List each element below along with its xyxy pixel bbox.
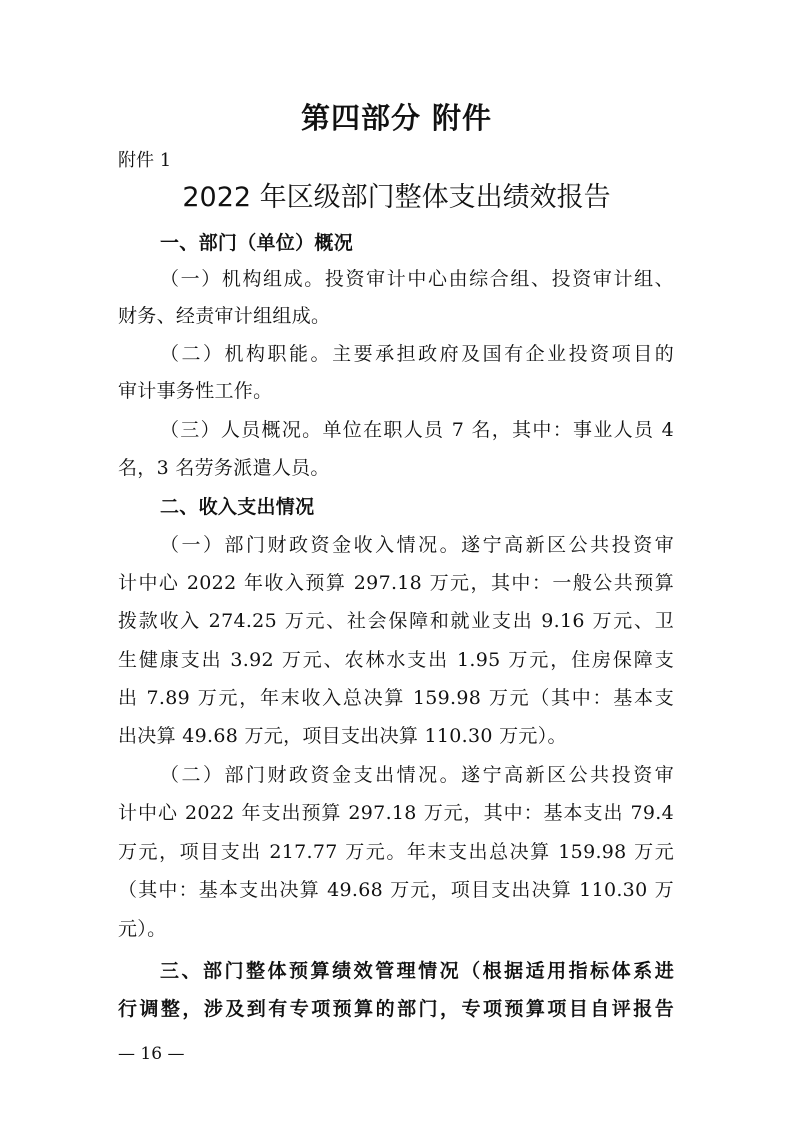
paragraph-line: （二）机构职能。主要承担政府及国有企业投资项目的 — [160, 343, 674, 365]
paragraph-line: 生健康支出 3.92 万元、农林水支出 1.95 万元，住房保障支 — [118, 649, 674, 671]
section-heading-income-expenditure: 二、收入支出情况 — [160, 496, 315, 518]
page-title: 第四部分 附件 — [300, 101, 493, 135]
paragraph-line: 出决算 49.68 万元，项目支出决算 110.30 万元）。 — [118, 725, 567, 747]
page-number: — 16 — — [118, 1044, 185, 1064]
attachment-label: 附件 1 — [118, 150, 172, 171]
paragraph-line: 名，3 名劳务派遣人员。 — [118, 457, 330, 479]
paragraph-line: 计中心 2022 年支出预算 297.18 万元，其中：基本支出 79.4 — [118, 802, 674, 824]
paragraph-line: 审计事务性工作。 — [118, 380, 273, 402]
paragraph-line: 元）。 — [118, 918, 167, 940]
section-heading-performance: 三、部门整体预算绩效管理情况（根据适用指标体系进 — [160, 960, 674, 982]
paragraph-line: 财务、经责审计组组成。 — [118, 305, 331, 327]
paragraph-line: 拨款收入 274.25 万元、社会保障和就业支出 9.16 万元、卫 — [118, 610, 674, 632]
section-heading-overview: 一、部门（单位）概况 — [160, 232, 354, 254]
paragraph-line: （其中：基本支出决算 49.68 万元，项目支出决算 110.30 万 — [118, 879, 674, 901]
paragraph-line: （一）机构组成。投资审计中心由综合组、投资审计组、 — [160, 268, 674, 290]
paragraph-line: 万元，项目支出 217.77 万元。年末支出总决算 159.98 万元 — [118, 841, 674, 863]
paragraph-line: （三）人员概况。单位在职人员 7 名，其中：事业人员 4 — [160, 419, 674, 441]
paragraph-line: （一）部门财政资金收入情况。遂宁高新区公共投资审 — [160, 534, 674, 556]
report-title: 2022 年区级部门整体支出绩效报告 — [182, 182, 611, 213]
paragraph-line: 行调整，涉及到有专项预算的部门，专项预算项目自评报告 — [118, 998, 674, 1020]
paragraph-line: （二）部门财政资金支出情况。遂宁高新区公共投资审 — [160, 764, 674, 786]
paragraph-line: 计中心 2022 年收入预算 297.18 万元，其中：一般公共预算 — [118, 572, 674, 594]
paragraph-line: 出 7.89 万元，年末收入总决算 159.98 万元（其中：基本支 — [118, 687, 674, 709]
